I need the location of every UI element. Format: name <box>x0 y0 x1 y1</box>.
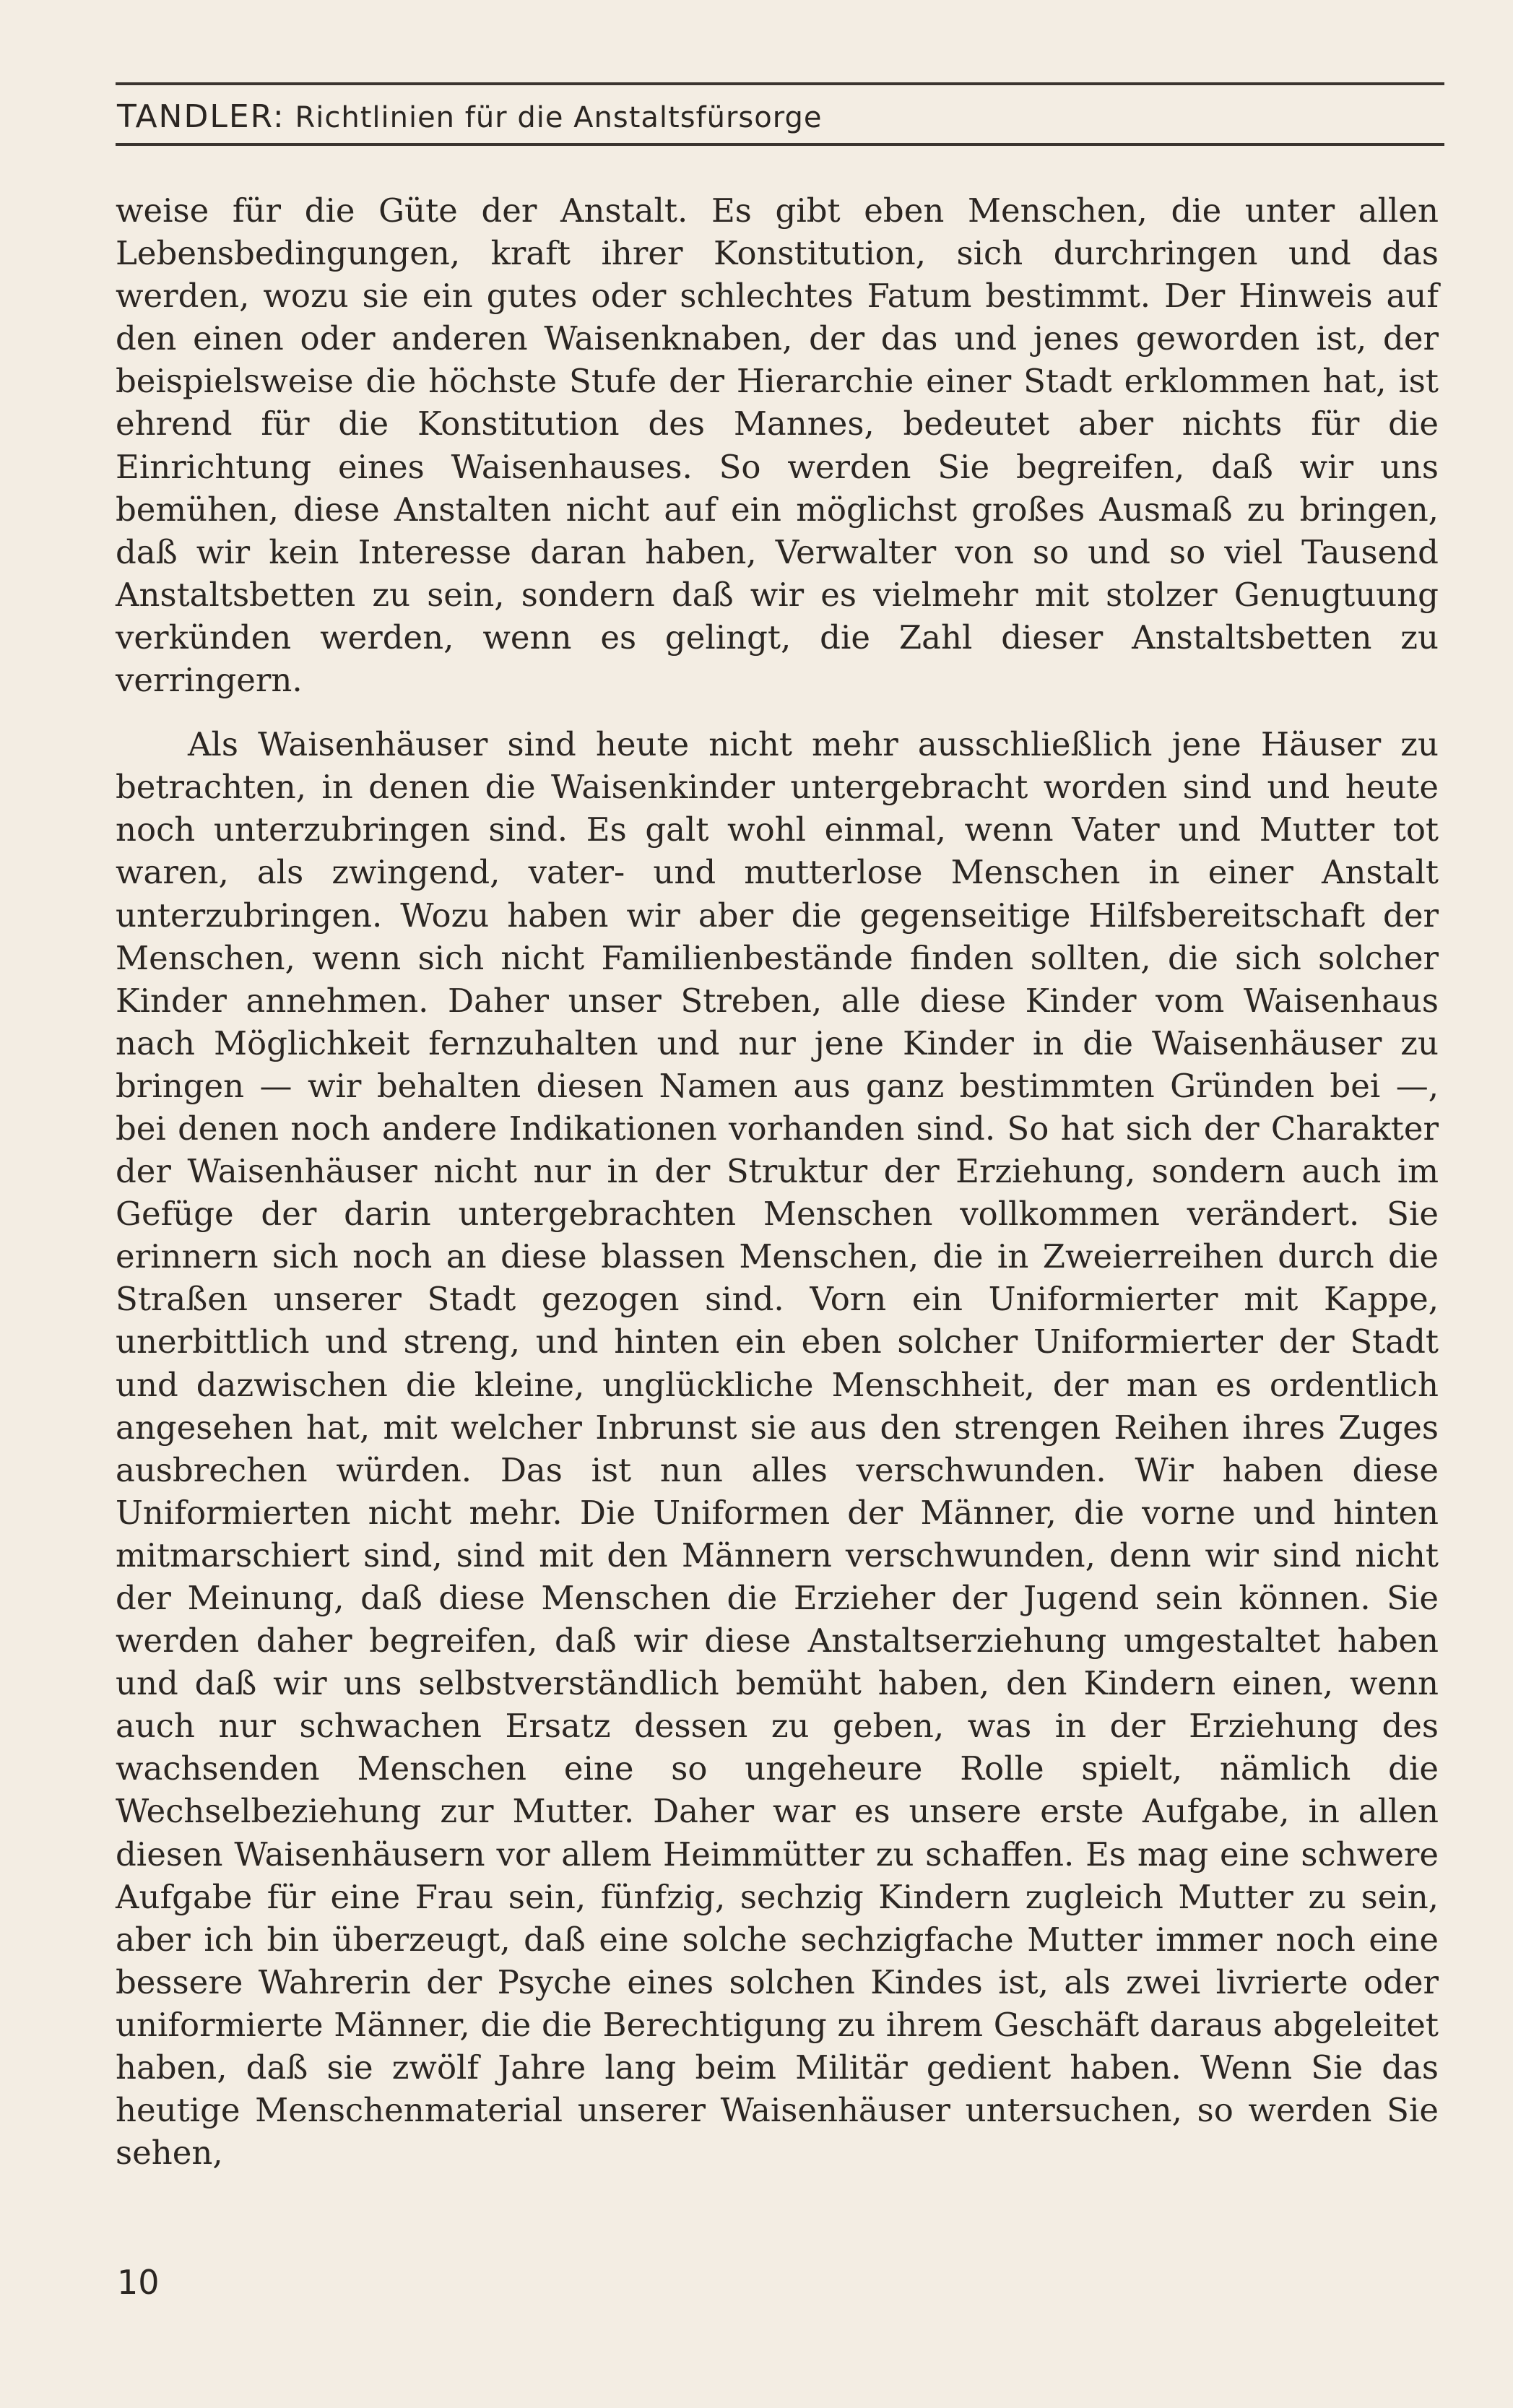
header-rule-bottom <box>116 143 1444 146</box>
running-head-author: TANDLER: <box>117 98 285 135</box>
running-head <box>117 95 822 139</box>
body-text <box>116 189 1439 2174</box>
header-rule-top <box>116 82 1444 85</box>
paragraph-2: Als Waisenhäuser sind heute nicht mehr ausschließlich jene Häuser zu betrachten, in denen die Waisenkinder untergebracht worden sind und heute noch unterzubringen sind. Es galt wohl einmal, wenn Vater und Mutter tot waren, als zwingend, vater- und mutterlose Menschen in einer Anstalt unterzubringen. Wozu haben wir aber die gegenseitige Hilfsbereitschaft der Menschen, wenn sich nicht Familienbestände finden sollten, die sich solcher Kinder annehmen. Daher unser Streben, alle diese Kinder vom Waisenhaus nach Möglichkeit fernzuhalten und nur jene Kinder in die Waisenhäuser zu bringen — wir behalten diesen Namen aus ganz bestimmten Gründen bei —, bei denen noch andere Indikationen vorhanden sind. So hat sich der Charakter der Waisenhäuser nicht nur in der Struktur der Erziehung, sondern auch im Gefüge der darin untergebrachten Menschen vollkommen verändert. Sie erinnern sich noch an diese blassen Menschen, die in Zweierreihen durch die Straßen unserer Stadt gezogen sind. Vorn ein Uniformierter mit Kappe, unerbittlich und streng, und hinten ein eben solcher Uniformierter der Stadt und dazwischen die kleine, unglückliche Menschheit, der man es ordentlich angesehen hat, mit welcher Inbrunst sie aus den strengen Reihen ihres Zuges ausbrechen würden. Das ist nun alles verschwunden. Wir haben diese Uniformierten nicht mehr. Die Uniformen der Männer, die vorne und hinten mitmarschiert sind, sind mit den Männern verschwunden, denn wir sind nicht der Meinung, daß diese Menschen die Erzieher der Jugend sein können. Sie werden daher begreifen, daß wir diese Anstaltserziehung umgestaltet haben und daß wir uns selbstverständlich bemüht haben, den Kindern einen, wenn auch nur schwachen Ersatz dessen zu geben, was in der Erziehung des wachsenden Menschen eine so ungeheure Rolle spielt, nämlich die Wechselbeziehung zur Mutter. Daher war es unsere erste Aufgabe, in allen diesen Waisenhäusern vor allem Heimmütter zu schaffen. Es mag eine schwere Aufgabe für eine Frau sein, fünfzig, sechzig Kindern zugleich Mutter zu sein, aber ich bin überzeugt, daß eine solche sechzigfache Mutter immer noch eine bessere Wahrerin der Psyche eines solchen Kindes ist, als zwei livrierte oder uniformierte Männer, die die Berechtigung zu ihrem Geschäft daraus abgeleitet haben, daß sie zwölf Jahre lang beim Militär gedient haben. Wenn Sie das heutige Menschenmaterial unserer Waisenhäuser untersuchen, so werden Sie sehen, <box>116 725 1439 2173</box>
running-head-title: Richtlinien für die Anstaltsfürsorge <box>295 101 823 134</box>
page-number: 10 <box>117 2263 160 2302</box>
paragraph-1: weise für die Güte der Anstalt. Es gibt eben Menschen, die unter allen Lebensbedingungen, kraft ihrer Konstitution, sich durchringen und das werden, wozu sie ein gutes oder schlechtes Fatum bestimmt. Der Hinweis auf den einen oder anderen Waisenknaben, der das und jenes geworden ist, der beispielsweise die höchste Stufe der Hierarchie einer Stadt erklommen hat, ist ehrend für die Konstitution des Mannes, bedeutet aber nichts für die Einrichtung eines Waisenhauses. So werden Sie begreifen, daß wir uns bemühen, diese Anstalten nicht auf ein möglichst großes Ausmaß zu bringen, daß wir kein Interesse daran haben, Verwalter von so und so viel Tausend Anstaltsbetten zu sein, sondern daß wir es vielmehr mit stolzer Genugtuung verkünden werden, wenn es gelingt, die Zahl dieser Anstaltsbetten zu verringern. <box>116 191 1439 700</box>
